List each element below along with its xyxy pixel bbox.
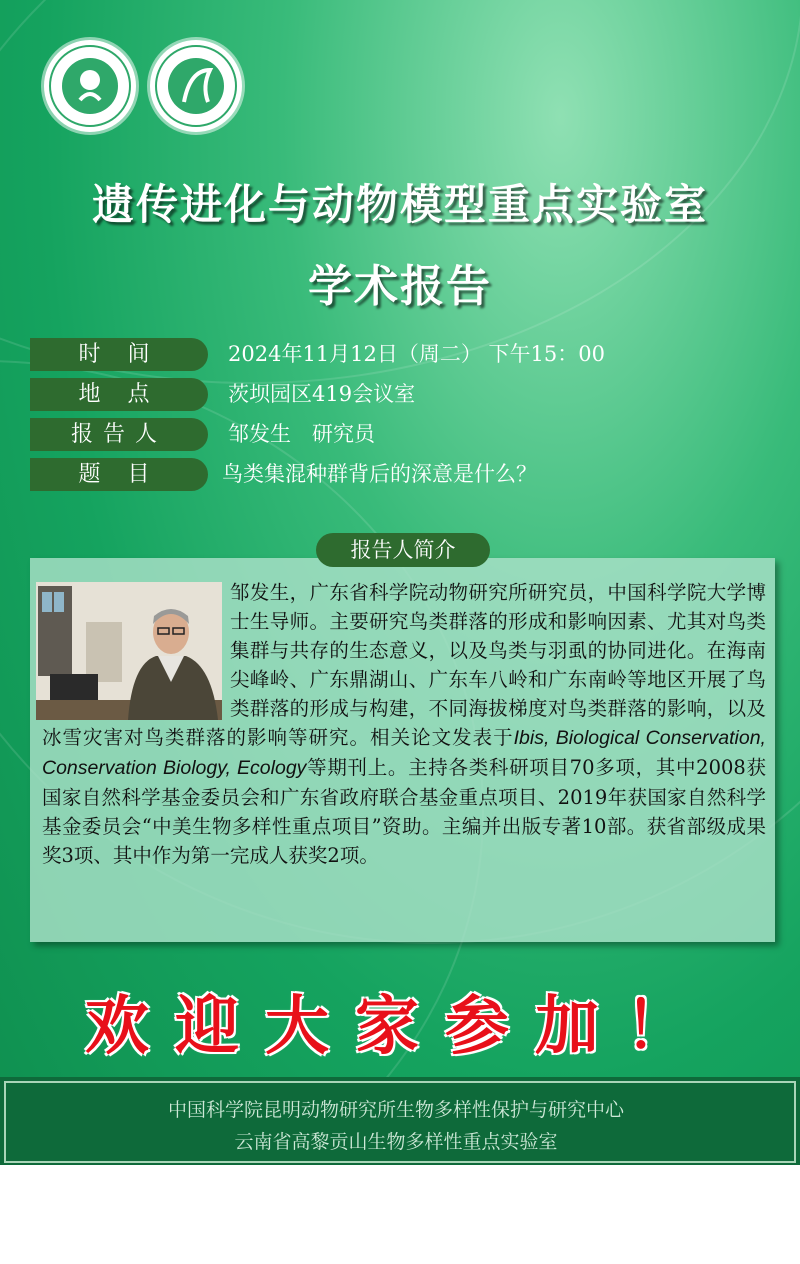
footer [0, 1077, 800, 1165]
kiz-logo [44, 40, 136, 132]
speaker-bio [42, 578, 766, 870]
info-row-speaker [30, 418, 790, 451]
bio-journals: Ibis, Biological Conservation, Conservation Biology, Ecology [42, 727, 766, 779]
speaker-bio-panel [30, 558, 775, 942]
footer-org-2: 云南省高黎贡山生物多样性重点实验室 [234, 1131, 558, 1153]
info-label: 题 目 [30, 458, 208, 491]
bio-text-cont: 等期刊上。主持各类科研项目70多项，其中2008获国家自然科学基金委员会和广东省政府联合基金重点项目、2019年获国家自然科学基金委员会“中美生物多样性重点项目”资助。主编并出版专著10部。获省部级成果奖3项、其中作为第一完成人获奖2项。 [42, 756, 766, 867]
poster-subtitle: 学术报告 [308, 261, 492, 312]
info-row-place [30, 378, 790, 411]
info-value: 茨坝园区419会议室 [228, 382, 416, 406]
bio-text: 邹发生，广东省科学院动物研究所研究员，中国科学院大学博士生导师。主要研究鸟类群落的形成和影响因素、尤其对鸟类集群与共存的生态意义，以及鸟类与羽虱的协同进化。在海南尖峰岭、广东鼎湖山、广东车八岭和广东南岭等地区开展了鸟类群落的形成与构建，不同海拔梯度对鸟类群落的影响，以及冰雪灾害对鸟类群落的影响等研究。相关论文发表于 [42, 581, 766, 749]
info-row-topic [30, 458, 790, 491]
info-value: 2024年11月12日（周二） 下午15：00 [228, 342, 606, 366]
poster-title: 遗传进化与动物模型重点实验室 [91, 180, 708, 229]
speaker-section-title: 报告人简介 [316, 533, 490, 567]
info-value: 邹发生 研究员 [228, 422, 375, 446]
info-label: 报告人 [30, 418, 208, 451]
info-value: 鸟类集混种群背后的深意是什么？ [222, 462, 537, 486]
info-row-time [30, 338, 790, 371]
welcome-banner: 欢迎大家参加！ [85, 989, 715, 1064]
info-label: 时 间 [30, 338, 208, 371]
lab-logo [150, 40, 242, 132]
footer-org-1: 中国科学院昆明动物研究所生物多样性保护与研究中心 [167, 1099, 624, 1121]
info-label: 地 点 [30, 378, 208, 411]
